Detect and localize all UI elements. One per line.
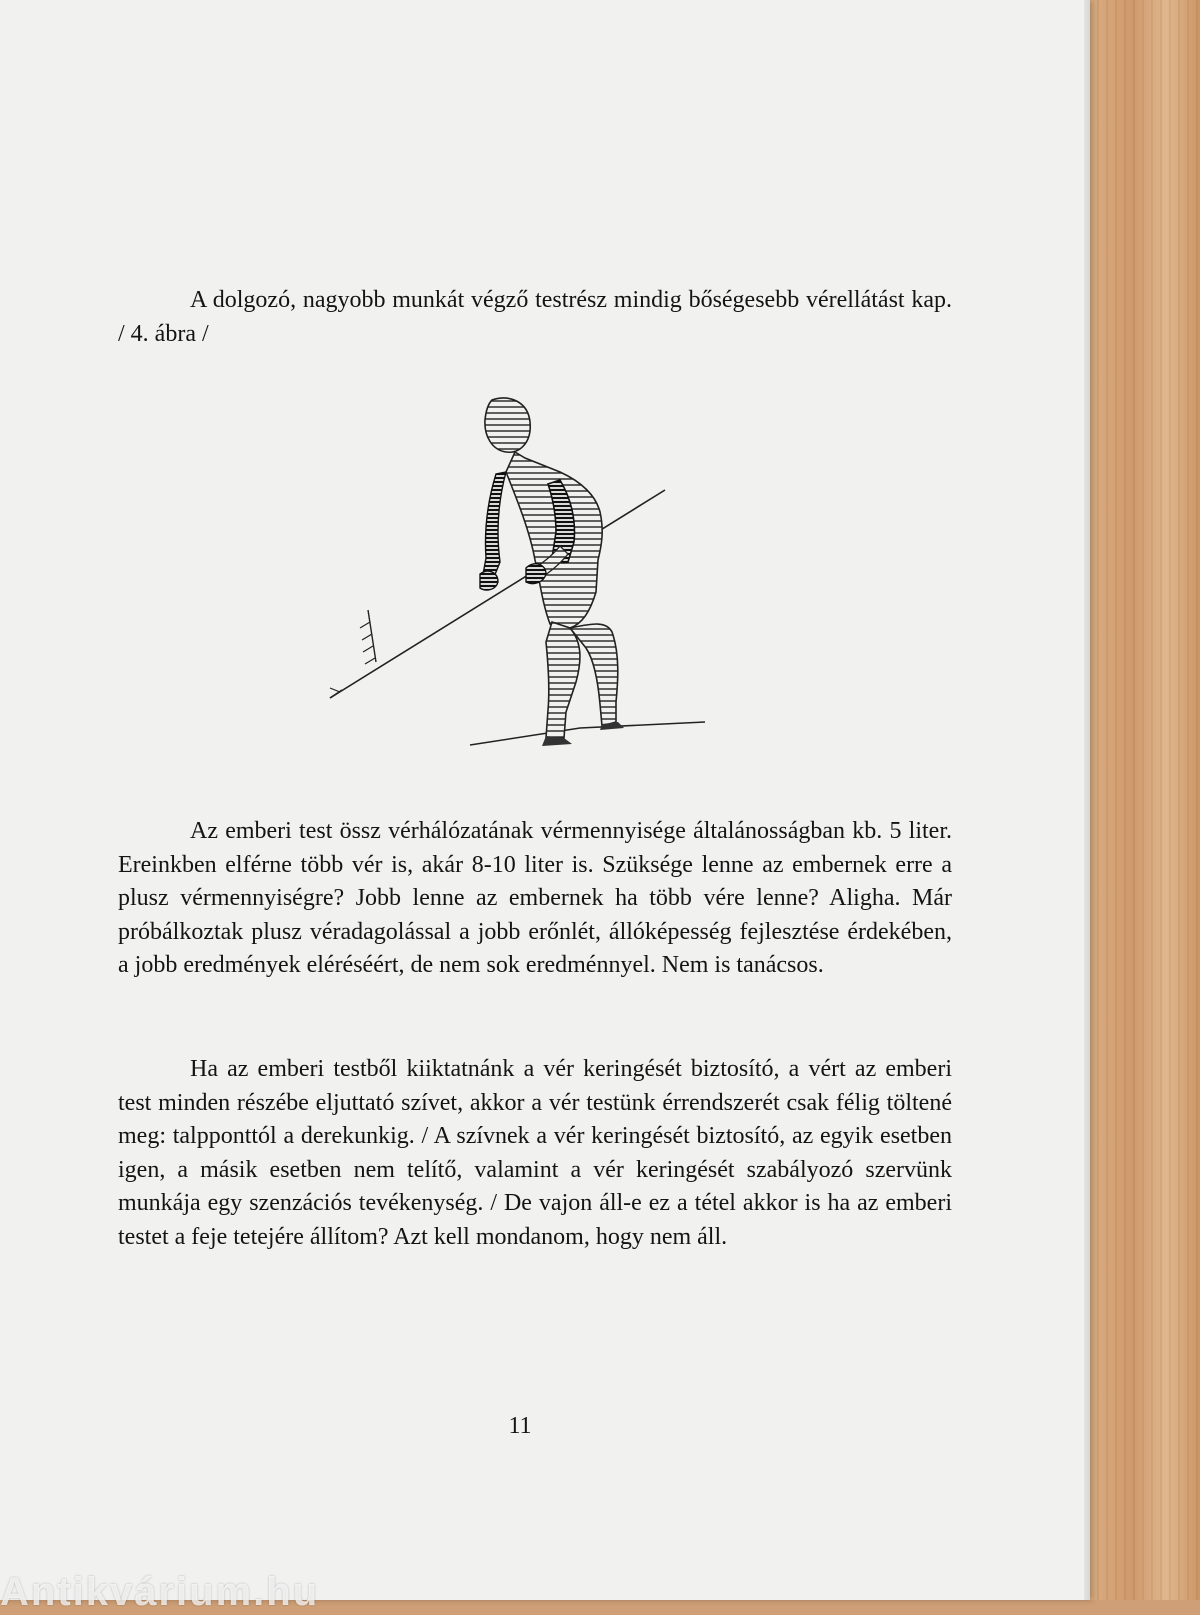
paragraph-2: Az emberi test össz vérhálózatának vérmennyisége általánosságban kb. 5 liter. Ereinkben elférne több vér is, akár 8-10 liter is. Szüksége lenne az embernek erre a plusz vérmennyiségre? Jobb lenne az embernek ha több vére lenne? Aligha. Már próbálkoztak plusz véradagolással a jobb erőnlét, állóképesség fejlesztése érdekében, a jobb eredmények eléréséért, de nem sok eredménnyel. Nem is tanácsos.	[118, 818, 952, 979]
watermark: Antikvárium.hu	[0, 1570, 320, 1614]
page-number: 11	[508, 1413, 532, 1439]
page-edge	[1084, 0, 1090, 1600]
wooden-background	[1088, 0, 1200, 1600]
paragraph-1: A dolgozó, nagyobb munkát végző testrész mindig bőségesebb vérellátást kap. / 4. ábra /	[118, 287, 952, 347]
paragraph-3: Ha az emberi testből kiiktatnánk a vér keringését biztosító, a vért az emberi test minden részébe eljuttató szívet, akkor a vér testünk érrendszerét csak félig töltené meg: talpponttól a derekunkig. / A szívnek a vér keringését biztosító, az egyik esetben igen, a másik esetben nem telítő, valamint a vér keringését szabályozó szervünk munkája egy szenzációs tevékenység. / De vajon áll-e ez a tétel akkor is ha az emberi testet a feje tetejére állítom? Azt kell mondanom, hogy nem áll.	[118, 1056, 952, 1250]
man-raking-drawing-icon	[320, 392, 740, 768]
